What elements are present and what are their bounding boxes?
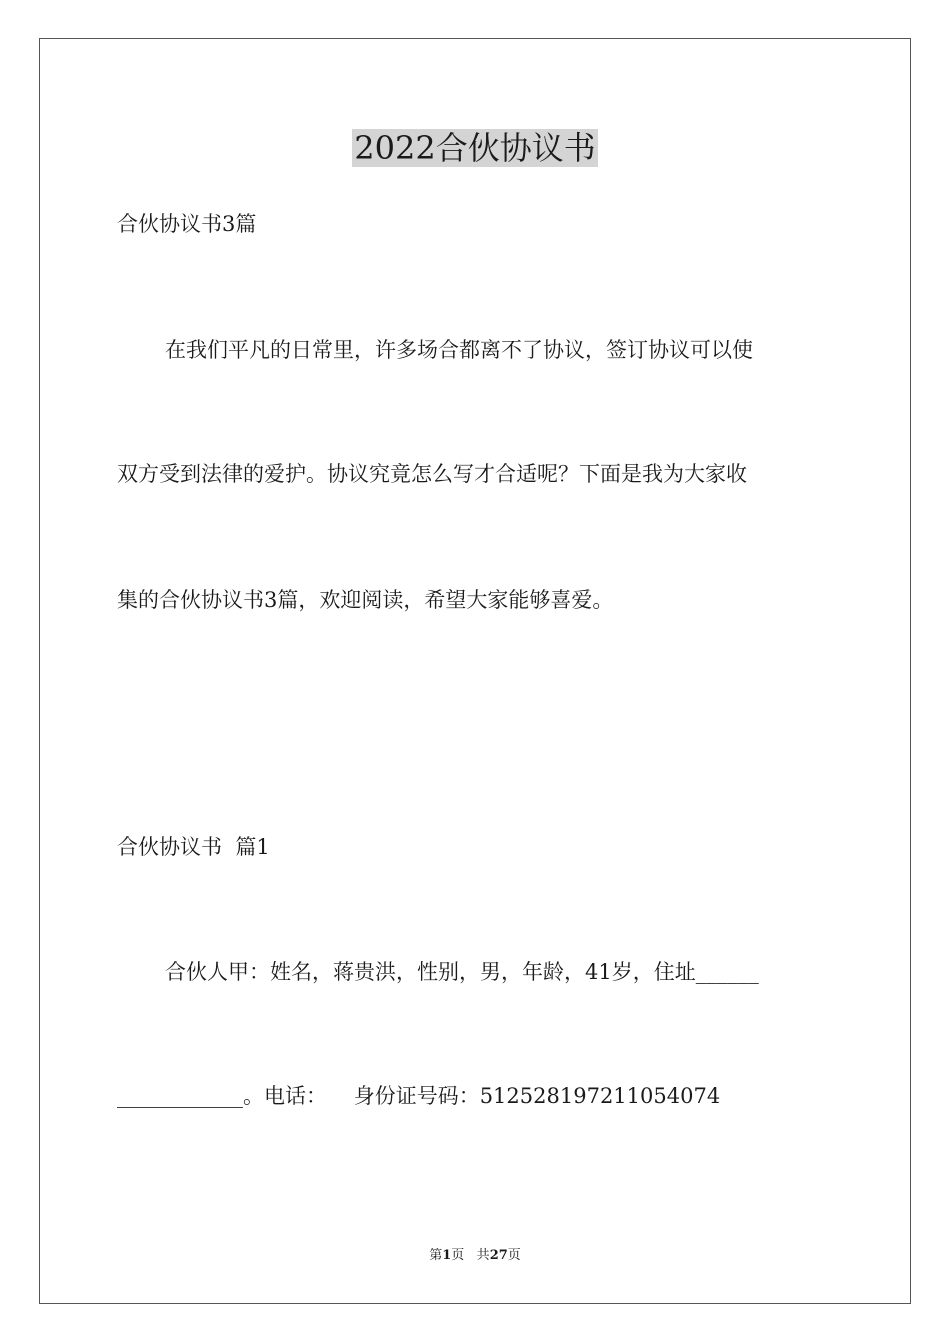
intro-line-1: 在我们平凡的日常里，许多场合都离不了协议，签订协议可以使 xyxy=(165,338,753,362)
section-heading: 合伙协议书 篇1 xyxy=(117,835,270,859)
footer-total-suffix: 页 xyxy=(507,1248,521,1263)
intro-line-2: 双方受到法律的爱护。协议究竟怎么写才合适呢？下面是我为大家收 xyxy=(117,462,747,486)
page-footer xyxy=(0,1247,950,1265)
party-a-line-2: ____________。电话： 身份证号码：512528197211054074 xyxy=(117,1084,721,1108)
document-subtitle: 合伙协议书3篇 xyxy=(117,212,257,236)
footer-page-prefix: 第 xyxy=(429,1248,443,1263)
document-title xyxy=(0,128,950,168)
footer-page-suffix: 页 xyxy=(451,1248,465,1263)
document-title-text: 2022合伙协议书 xyxy=(354,129,596,167)
party-a-line-1: 合伙人甲：姓名，蒋贵洪，性别，男，年龄，41岁，住址______ xyxy=(165,960,759,984)
footer-page-number: 1 xyxy=(442,1248,452,1263)
footer-total-prefix: 共 xyxy=(476,1248,490,1263)
footer-total-pages: 27 xyxy=(489,1248,508,1263)
intro-line-3: 集的合伙协议书3篇，欢迎阅读，希望大家能够喜爱。 xyxy=(117,588,614,612)
